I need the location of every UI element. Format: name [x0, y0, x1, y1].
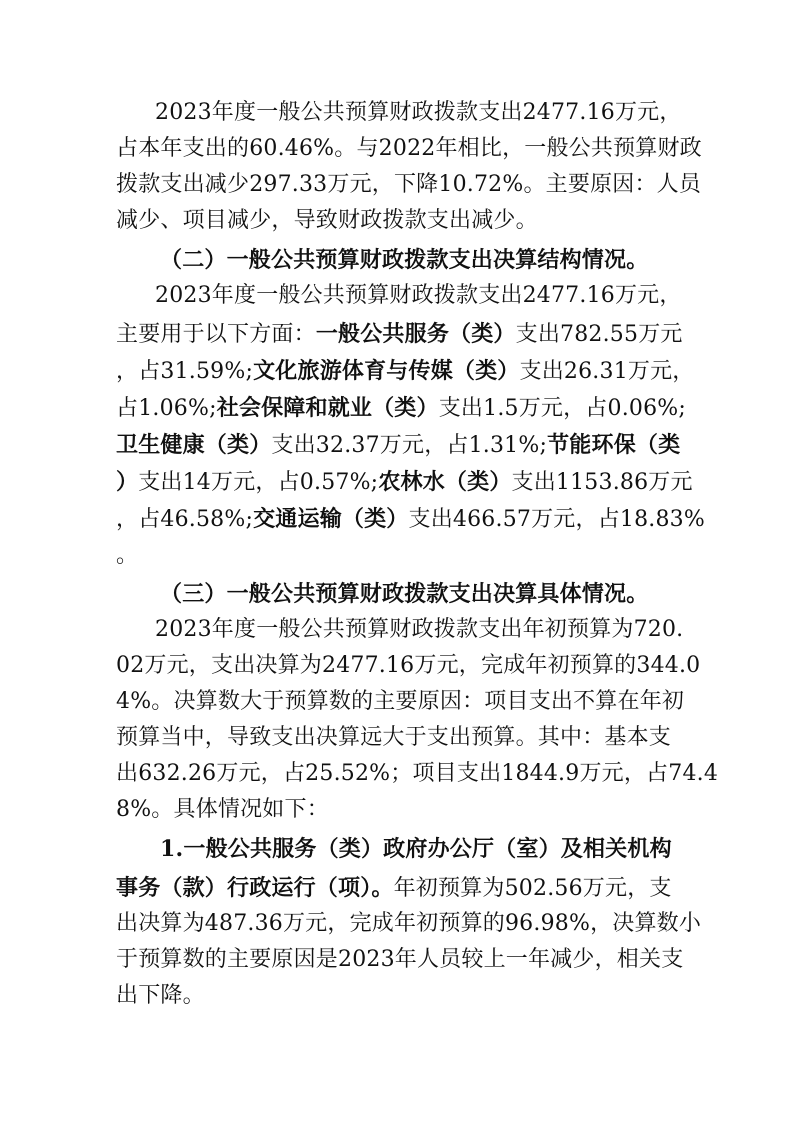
text-segment: 出632.26万元，占25.52%；项目支出1844.9万元，占74.4: [116, 761, 719, 786]
bold-text-segment: 节能环保（类: [547, 432, 681, 458]
text-segment: 支出1153.86万元: [511, 470, 693, 495]
bold-text-segment: 1.一般公共服务（类）政府办公厅（室）及相关机构: [160, 836, 672, 862]
bold-text-segment: 社会保障和就业（类）: [216, 395, 439, 421]
text-segment: 于预算数的主要原因是2023年人员较上一年减少，相关支: [116, 947, 684, 972]
text-line: [116, 911, 701, 937]
text-segment: 2023年度一般公共预算财政拨款支出2477.16万元，: [155, 100, 682, 125]
text-line: [116, 136, 702, 162]
text-line: [116, 797, 329, 823]
bold-text-segment: 农林水（类）: [378, 469, 512, 495]
text-segment: 2023年度一般公共预算财政拨款支出2477.16万元，: [155, 283, 682, 308]
text-segment: 2023年度一般公共预算财政拨款支出年初预算为720.: [155, 617, 684, 642]
text-segment: ，占46.58%;: [116, 507, 254, 532]
text-segment: 出决算为487.36万元，完成年初预算的96.98%，决算数小: [116, 911, 702, 936]
text-line: [116, 395, 686, 422]
text-segment: 8%。具体情况如下：: [116, 797, 329, 822]
text-segment: 拨款支出减少297.33万元，下降10.72%。主要原因：人员: [116, 172, 702, 197]
bold-text-segment: （三）一般公共预算财政拨款支出决算具体情况。: [160, 581, 649, 607]
text-segment: 支出1.5万元，占0.06%;: [438, 396, 687, 421]
text-segment: 主要用于以下方面：: [116, 322, 316, 347]
text-line: [160, 581, 648, 608]
text-segment: ，占31.59%;: [116, 359, 254, 384]
text-line: [116, 543, 138, 569]
text-segment: 预算当中，导致支出决算远大于支出预算。其中：基本支: [116, 725, 672, 750]
text-line: [116, 358, 695, 385]
bold-text-segment: （二）一般公共预算财政拨款支出决算结构情况。: [160, 247, 649, 273]
text-line: [116, 761, 718, 787]
bold-text-segment: 文化旅游体育与传媒（类）: [253, 358, 520, 384]
text-segment: 4%。决算数大于预算数的主要原因：项目支出不算在年初: [116, 689, 685, 714]
text-line: [155, 617, 683, 643]
text-segment: 支出14万元，占0.57%;: [138, 470, 379, 495]
bold-text-segment: 卫生健康（类）: [116, 432, 272, 458]
text-line: [116, 983, 205, 1009]
text-segment: 出下降。: [116, 983, 205, 1008]
text-line: [116, 172, 701, 198]
text-segment: 02万元，支出决算为2477.16万元，完成年初预算的344.0: [116, 653, 701, 678]
text-line: [116, 947, 683, 973]
text-segment: 支出466.57万元，占18.83%: [408, 507, 705, 532]
text-line: [116, 725, 671, 751]
text-segment: 支出782.55万元: [515, 322, 683, 347]
text-line: [116, 321, 683, 348]
bold-text-segment: 一般公共服务（类）: [315, 321, 516, 347]
text-segment: 占本年支出的60.46%。与2022年相比，一般公共预算财政: [116, 136, 702, 161]
bold-text-segment: 交通运输（类）: [253, 506, 409, 532]
text-line: [116, 432, 680, 459]
text-segment: 。: [116, 543, 139, 568]
text-segment: 占1.06%;: [116, 396, 217, 421]
bold-text-segment: ）: [116, 469, 139, 495]
text-line: [160, 247, 648, 274]
text-segment: 支出32.37万元，占1.31%;: [271, 433, 548, 458]
text-segment: 年初预算为502.56万元，支: [393, 876, 672, 901]
text-line: [116, 469, 693, 496]
text-line: [155, 100, 682, 126]
text-segment: 支出26.31万元，: [519, 359, 695, 384]
bold-text-segment: 事务（款）行政运行（项）。: [116, 875, 394, 901]
text-line: [160, 836, 672, 863]
text-line: [116, 689, 684, 715]
text-segment: 减少、项目减少，导致财政拨款支出减少。: [116, 208, 538, 233]
text-line: [155, 283, 682, 309]
text-line: [116, 208, 538, 234]
text-line: [116, 506, 705, 533]
text-line: [116, 653, 700, 679]
text-line: [116, 875, 672, 902]
